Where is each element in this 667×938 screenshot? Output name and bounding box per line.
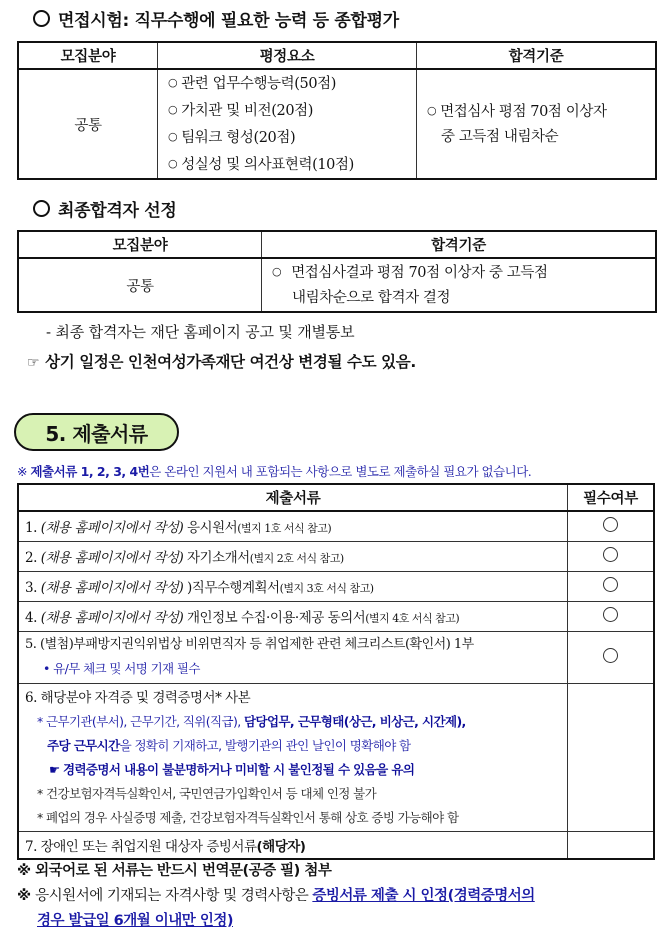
interview-title-text: 면접시험: 직무수행에 필요한 능력 등 종합평가 (58, 11, 399, 31)
row6-sub1: * 근무기관(부서), 근무기간, 직위(직급), 담당업무, 근무형태(상근, 비상근, 시간제), (37, 713, 466, 729)
row6-sub4: * 폐업의 경우 사실증명 제출, 건강보험자격득실확인서 통해 상호 증빙 가능해야 함 (37, 809, 459, 825)
note-mark: ※ (17, 464, 27, 479)
element-item: ○ 성실성 및 의사표현력(10점) (168, 157, 354, 173)
header-criteria: 합격기준 (262, 231, 657, 258)
interview-section-title (33, 6, 399, 31)
final-note: - 최종 합격자는 재단 홈페이지 공고 및 개별통보 (46, 323, 355, 341)
row6-main: 6. 해당분야 자격증 및 경력증명서* 사본 (25, 689, 251, 706)
table-row (18, 683, 654, 831)
header-field: 모집분야 (18, 231, 262, 258)
final-table (17, 230, 657, 313)
required-cell (568, 601, 655, 631)
footnote-qualification: ※ 응시원서에 기재되는 자격사항 및 경력사항은 증빙서류 제출 시 인정(경력증명서의 (17, 888, 535, 904)
element-item: ○ 가치관 및 비전(20점) (168, 103, 314, 119)
final-title-text: 최종합격자 선정 (58, 201, 177, 221)
footnote-highlight: 증빙서류 제출 시 인정(경력증명서의 (312, 888, 535, 904)
doc-cell: 4. (채용 홈페이지에서 작성) 개인정보 수집·이용·제공 동의서(별지 4호 서식 참고) (18, 601, 568, 631)
footnote-mark: ※ (17, 863, 31, 879)
required-circle-icon (603, 517, 618, 532)
required-cell (568, 511, 655, 541)
row6-warning: ☛ 경력증명서 내용이 불분명하거나 미비할 시 불인정될 수 있음을 유의 (49, 761, 415, 777)
required-cell (568, 831, 655, 859)
element-item: ○ 팀워크 형성(20점) (168, 130, 296, 146)
note-bold: 제출서류 1, 2, 3, 4번 (30, 464, 150, 479)
criteria-line: ○ 면접심사 평점 70점 이상자 (427, 104, 607, 120)
ring-bullet-icon: ○ (168, 103, 178, 116)
interview-table (17, 41, 657, 180)
doc-cell: 3. (채용 홈페이지에서 작성) )직무수행계획서(별지 3호 서식 참고) (18, 571, 568, 601)
criteria-cell (262, 258, 657, 312)
note-rest: 은 온라인 지원서 내 포함되는 사항으로 별도로 제출하실 필요가 없습니다. (149, 464, 532, 479)
doc-cell: 7. 장애인 또는 취업지원 대상자 증빙서류(해당자) (18, 831, 568, 859)
header-required: 필수여부 (568, 484, 655, 511)
criteria-line: 중 고득점 내림차순 (441, 129, 559, 145)
doc-cell: 2. (채용 홈페이지에서 작성) 자기소개서(별지 2호 서식 참고) (18, 541, 568, 571)
footnote-mark: ※ (17, 888, 31, 904)
pointing-hand-icon: ☞ (27, 355, 40, 371)
required-cell (568, 541, 655, 571)
table-row (18, 541, 654, 571)
circle-bullet-icon (33, 200, 50, 217)
criteria-line: ○ 면접심사결과 평점 70점 이상자 중 고득점 (272, 265, 548, 281)
header-criteria: 합격기준 (417, 42, 657, 69)
section5-title-badge (14, 413, 179, 451)
row6-sub2: 주당 근무시간을 정확히 기재하고, 발행기관의 관인 날인이 명확해야 함 (47, 737, 411, 753)
ring-bullet-icon: ○ (427, 104, 437, 117)
header-documents: 제출서류 (18, 484, 568, 511)
row5-sub: • 유/무 체크 및 서명 기재 필수 (43, 661, 200, 676)
required-cell (568, 683, 655, 831)
ring-bullet-icon: ○ (272, 265, 282, 278)
final-section-title (33, 196, 176, 221)
field-cell: 공통 (18, 258, 262, 312)
element-item: ○ 관련 업무수행능력(50점) (168, 76, 337, 92)
required-circle-icon (603, 547, 618, 562)
table-row (18, 601, 654, 631)
documents-table (17, 483, 655, 860)
table-row (18, 511, 654, 541)
row5-main: 5. (별첨)부패방지권익위법상 비위면직자 등 취업제한 관련 체크리스트(확인서) 1부 (25, 637, 474, 652)
ring-bullet-icon: ○ (168, 76, 178, 89)
notice-text: 상기 일정은 인천여성가족재단 여건상 변경될 수도 있음. (45, 353, 416, 371)
required-circle-icon (603, 577, 618, 592)
footnote-highlight: 경우 발급일 6개월 이내만 인정) (37, 913, 233, 929)
header-field: 모집분야 (18, 42, 158, 69)
required-cell (568, 571, 655, 601)
elements-cell (158, 69, 417, 179)
required-cell (568, 631, 655, 683)
doc-cell: 1. (채용 홈페이지에서 작성) 응시원서(별지 1호 서식 참고) (18, 511, 568, 541)
header-elements: 평정요소 (158, 42, 417, 69)
ring-bullet-icon: ○ (168, 157, 178, 170)
required-circle-icon (603, 648, 618, 663)
field-cell: 공통 (18, 69, 158, 179)
ring-bullet-icon: ○ (168, 130, 178, 143)
footnote-qualification-cont (37, 909, 233, 930)
required-circle-icon (603, 607, 618, 622)
doc-cell (18, 683, 568, 831)
section5-title-text: 5. 제출서류 (45, 421, 148, 446)
table-row (18, 571, 654, 601)
criteria-cell (417, 69, 657, 179)
section5-note (17, 462, 531, 480)
table-row (18, 831, 654, 859)
footnote-translation: ※ 외국어로 된 서류는 반드시 번역문(공증 필) 첨부 (17, 863, 332, 879)
row6-sub3: * 건강보험자격득실확인서, 국민연금가입확인서 등 대체 인정 불가 (37, 785, 377, 801)
schedule-notice (27, 350, 416, 372)
doc-cell (18, 631, 568, 683)
table-row (18, 631, 654, 683)
pointing-hand-icon: ☛ (49, 761, 60, 777)
criteria-line: 내림차순으로 합격자 결정 (292, 290, 451, 306)
circle-bullet-icon (33, 10, 50, 27)
